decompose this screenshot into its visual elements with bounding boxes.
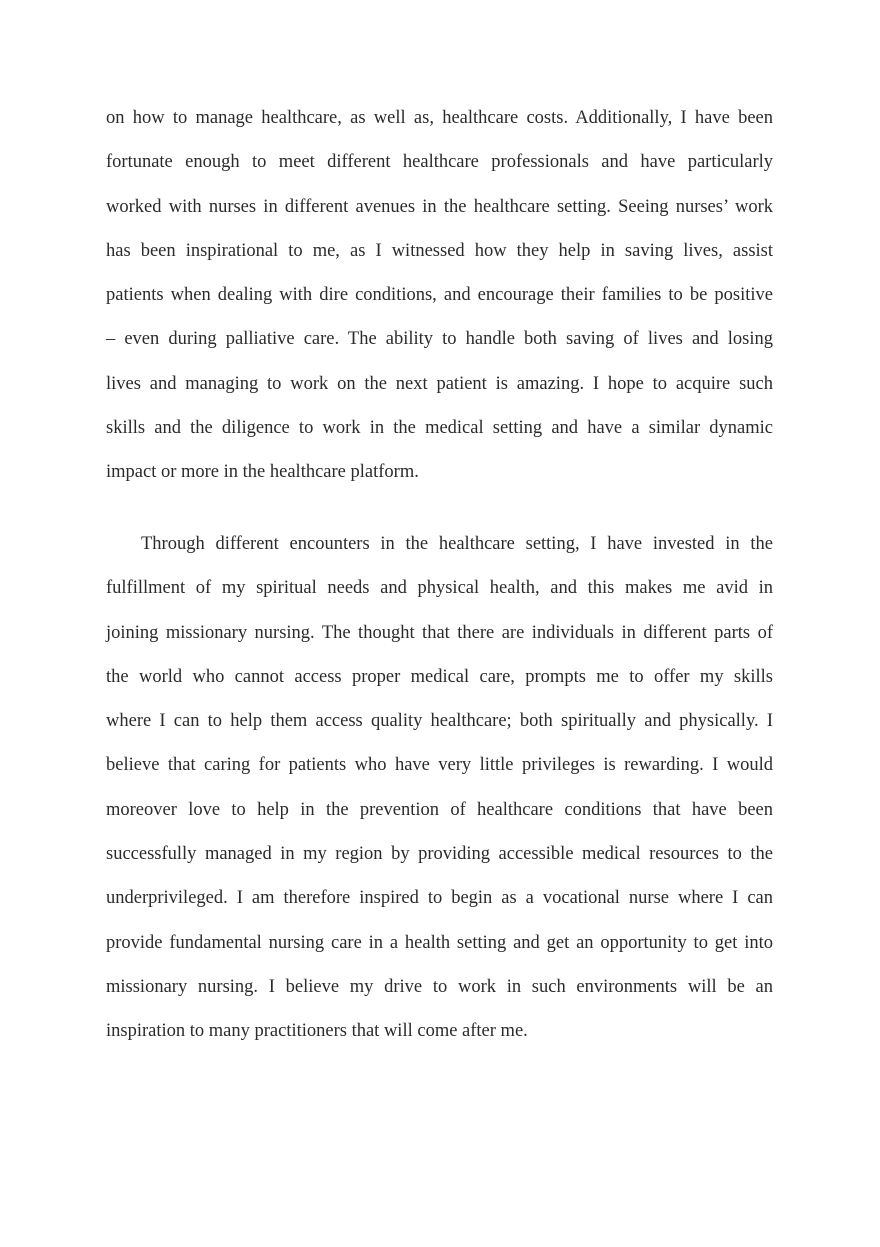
- text-line: lives and managing to work on the next patient is amazing. I hope to acquire such: [106, 373, 773, 394]
- text-line: moreover love to help in the prevention of healthcare conditions that have been: [106, 799, 773, 820]
- text-line: has been inspirational to me, as I witnessed how they help in saving lives, assist: [106, 240, 773, 261]
- text-line: fulfillment of my spiritual needs and physical health, and this makes me avid in: [106, 578, 773, 599]
- text-line: underprivileged. I am therefore inspired to begin as a vocational nurse where I can: [106, 888, 773, 909]
- text-line: Through different encounters in the healthcare setting, I have invested in the: [141, 534, 773, 554]
- text-line: impact or more in the healthcare platform.: [106, 462, 419, 483]
- text-line: the world who cannot access proper medical care, prompts me to offer my skills: [106, 666, 773, 687]
- paragraph-1: [106, 96, 773, 495]
- text-line: provide fundamental nursing care in a health setting and get an opportunity to get into: [106, 932, 773, 953]
- text-line: patients when dealing with dire conditions, and encourage their families to be positive: [106, 285, 773, 306]
- text-line: on how to manage healthcare, as well as, healthcare costs. Additionally, I have been: [106, 108, 773, 128]
- text-line: skills and the diligence to work in the medical setting and have a similar dynamic: [106, 418, 773, 439]
- text-line: worked with nurses in different avenues in the healthcare setting. Seeing nurses’ work: [106, 196, 773, 217]
- text-line: missionary nursing. I believe my drive to work in such environments will be an: [106, 976, 773, 997]
- text-line: joining missionary nursing. The thought that there are individuals in different parts of: [106, 622, 773, 643]
- text-line: believe that caring for patients who have very little privileges is rewarding. I would: [106, 755, 773, 776]
- text-line: inspiration to many practitioners that will come after me.: [106, 1021, 528, 1042]
- paragraph-2: [106, 522, 773, 1054]
- text-line: successfully managed in my region by providing accessible medical resources to the: [106, 844, 773, 865]
- text-line: where I can to help them access quality healthcare; both spiritually and physically. I: [106, 711, 773, 732]
- text-line: – even during palliative care. The ability to handle both saving of lives and losing: [106, 329, 773, 350]
- text-line: fortunate enough to meet different healthcare professionals and have particularly: [106, 152, 773, 173]
